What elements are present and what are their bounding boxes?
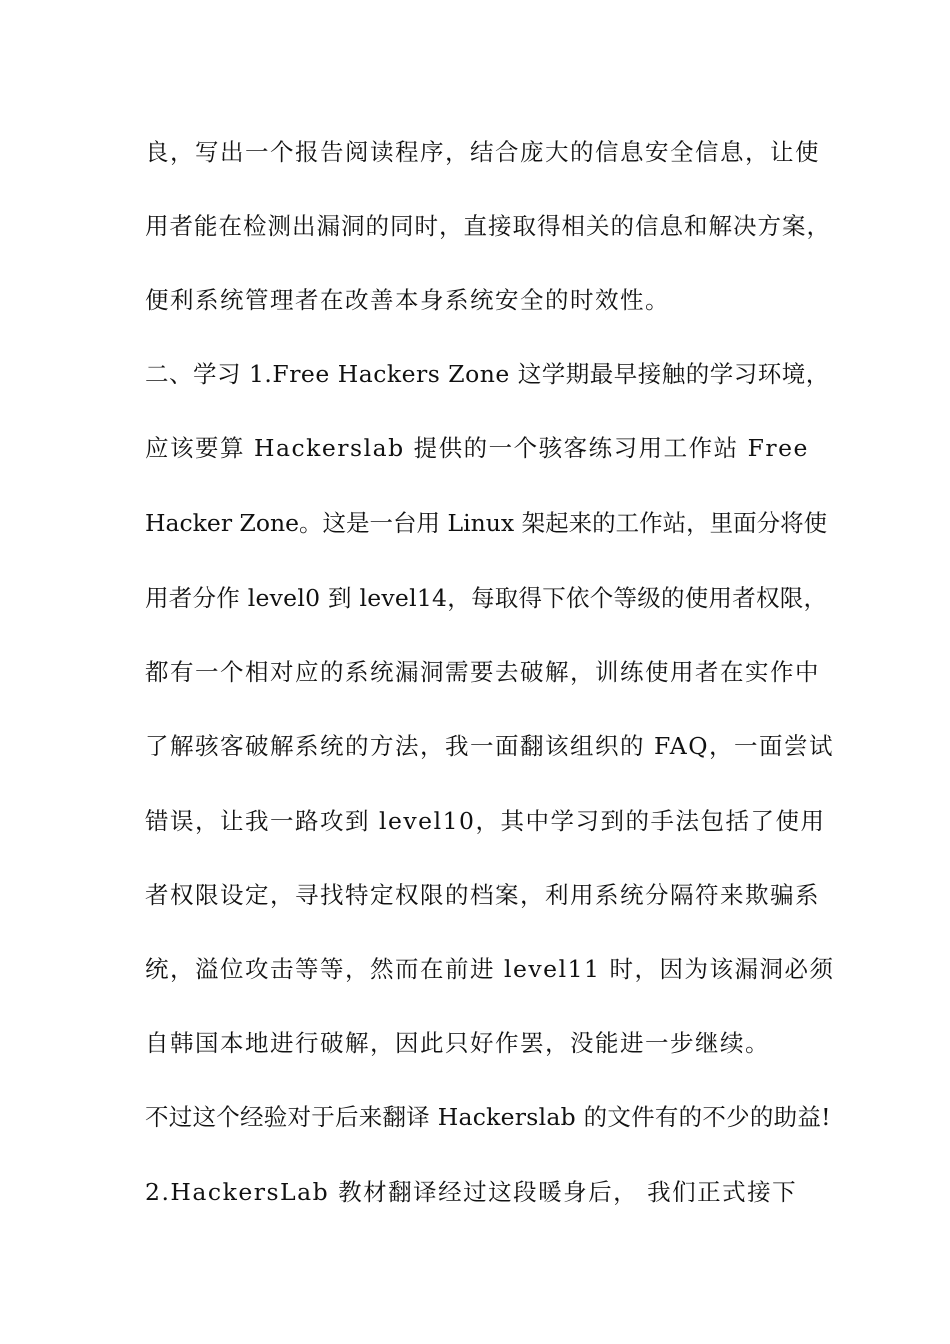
text-line: Hacker Zone。这是一台用 Linux 架起来的工作站，里面分将使	[145, 509, 828, 537]
text-line: 者权限设定，寻找特定权限的档案，利用系统分隔符来欺骗系	[145, 881, 820, 909]
text-line: 2.HackersLab 教材翻译经过这段暖身后， 我们正式接下	[145, 1178, 798, 1206]
text-line: 不过这个经验对于后来翻译 Hackerslab 的文件有的不少的助益!	[145, 1103, 831, 1131]
text-line: 统，溢位攻击等等，然而在前进 level11 时，因为该漏洞必须	[145, 955, 835, 983]
text-line: 了解骇客破解系统的方法，我一面翻该组织的 FAQ，一面尝试	[145, 732, 834, 760]
text-line: 都有一个相对应的系统漏洞需要去破解，训练使用者在实作中	[145, 658, 820, 686]
text-line: 自韩国本地进行破解，因此只好作罢，没能进一步继续。	[145, 1029, 770, 1057]
text-line: 便利系统管理者在改善本身系统安全的时效性。	[145, 286, 670, 314]
text-line: 二、学习 1.Free Hackers Zone 这学期最早接触的学习环境，	[145, 360, 830, 388]
text-line: 应该要算 Hackerslab 提供的一个骇客练习用工作站 Free	[145, 434, 809, 462]
text-line: 用者分作 level0 到 level14，每取得下依个等级的使用者权限，	[145, 584, 828, 612]
text-line: 用者能在检测出漏洞的同时，直接取得相关的信息和解决方案，	[145, 212, 831, 240]
text-line: 错误，让我一路攻到 level10，其中学习到的手法包括了使用	[145, 807, 826, 835]
text-line: 良，写出一个报告阅读程序，结合庞大的信息安全信息，让使	[145, 138, 820, 166]
